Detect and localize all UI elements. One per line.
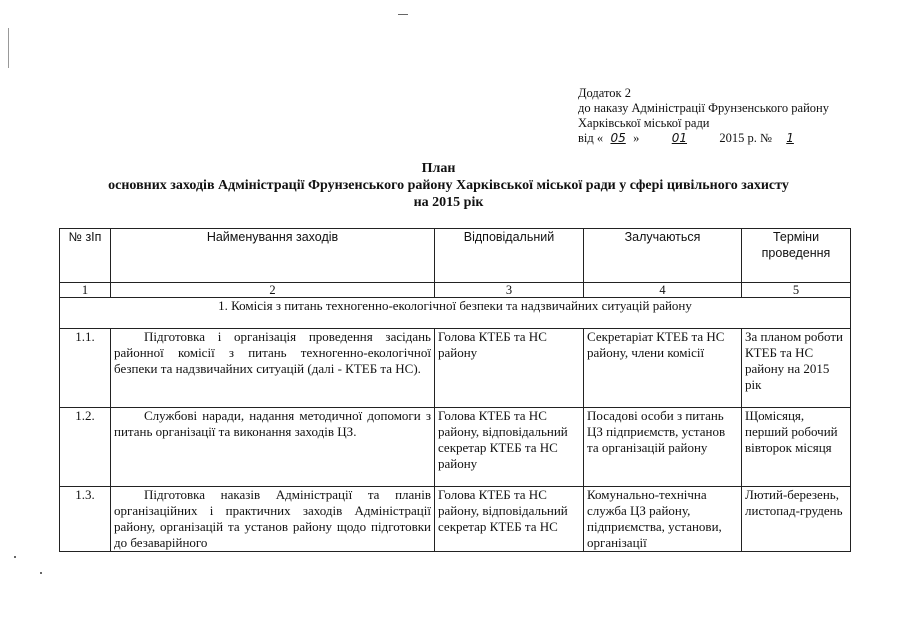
appendix-block bbox=[578, 86, 878, 146]
title-line-3: на 2015 рік bbox=[413, 195, 484, 210]
row-responsible: Голова КТЕБ та НС району, відповідальний секретар КТЕБ та НС bbox=[435, 487, 584, 552]
row-number: 1.2. bbox=[60, 408, 111, 487]
row-number: 1.1. bbox=[60, 329, 111, 408]
row-number: 1.3. bbox=[60, 487, 111, 552]
header-involved: Залучаються bbox=[584, 229, 742, 283]
plan-table bbox=[59, 228, 851, 552]
column-number: 1 bbox=[60, 283, 111, 298]
table-header-row bbox=[60, 229, 851, 283]
date-year: 2015 р. № bbox=[719, 131, 772, 145]
title-line-1: План bbox=[421, 161, 456, 176]
column-number: 5 bbox=[742, 283, 851, 298]
table-row bbox=[60, 408, 851, 487]
row-involved: Секретаріат КТЕБ та НС району, члени комісії bbox=[584, 329, 742, 408]
row-measure: Службові наради, надання методичної допомоги з питань організації та виконання заходів ЦЗ. bbox=[111, 408, 435, 487]
row-term: Лютий-березень, листопад-грудень bbox=[742, 487, 851, 552]
scan-speck bbox=[8, 28, 9, 68]
column-number: 4 bbox=[584, 283, 742, 298]
row-responsible: Голова КТЕБ та НС району, відповідальний секретар КТЕБ та НС району bbox=[435, 408, 584, 487]
section-title: 1. Комісія з питань техногенно-екологічної безпеки та надзвичайних ситуацій району bbox=[60, 298, 851, 329]
appendix-line-3: Харківської міської ради bbox=[578, 116, 710, 130]
date-prefix: від « bbox=[578, 131, 604, 145]
section-row bbox=[60, 298, 851, 329]
order-date-line bbox=[578, 131, 878, 146]
row-responsible: Голова КТЕБ та НС району bbox=[435, 329, 584, 408]
column-number: 2 bbox=[111, 283, 435, 298]
date-month: 01 bbox=[671, 131, 688, 145]
row-measure: Підготовка і організація проведення засідань районної комісії з питань техногенно-екологічної безпеки та надзвичайних ситуацій (далі - КТЕБ та НС). bbox=[111, 329, 435, 408]
table-row bbox=[60, 487, 851, 552]
order-number: 1 bbox=[786, 131, 794, 145]
plan-title bbox=[0, 160, 897, 211]
scan-speck bbox=[398, 14, 408, 15]
header-measure: Найменування заходів bbox=[111, 229, 435, 283]
column-number: 3 bbox=[435, 283, 584, 298]
header-number: № зІп bbox=[60, 229, 111, 283]
scan-speck bbox=[40, 572, 42, 574]
header-term: Терміни проведення bbox=[742, 229, 851, 283]
date-day: 05 bbox=[610, 131, 626, 145]
appendix-line-2: до наказу Адміністрації Фрунзенського району bbox=[578, 101, 829, 115]
row-measure: Підготовка наказів Адміністрації та планів організаційних і практичних заходів Адміністрації району, організацій та установ району щодо підготовки до безаварійного bbox=[111, 487, 435, 552]
date-mid: » bbox=[633, 131, 640, 145]
title-line-2: основних заходів Адміністрації Фрунзенського району Харківської міської ради у сфері цивільного захисту bbox=[108, 178, 789, 193]
header-responsible: Відповідальний bbox=[435, 229, 584, 283]
table-row bbox=[60, 329, 851, 408]
scan-speck bbox=[14, 556, 16, 558]
row-involved: Посадові особи з питань ЦЗ підприємств, установ та організацій району bbox=[584, 408, 742, 487]
row-involved: Комунально-технічна служба ЦЗ району, підприємства, установи, організації bbox=[584, 487, 742, 552]
column-number-row bbox=[60, 283, 851, 298]
row-term: За планом роботи КТЕБ та НС району на 2015 рік bbox=[742, 329, 851, 408]
appendix-line-1: Додаток 2 bbox=[578, 86, 631, 100]
row-term: Щомісяця, перший робочий вівторок місяця bbox=[742, 408, 851, 487]
